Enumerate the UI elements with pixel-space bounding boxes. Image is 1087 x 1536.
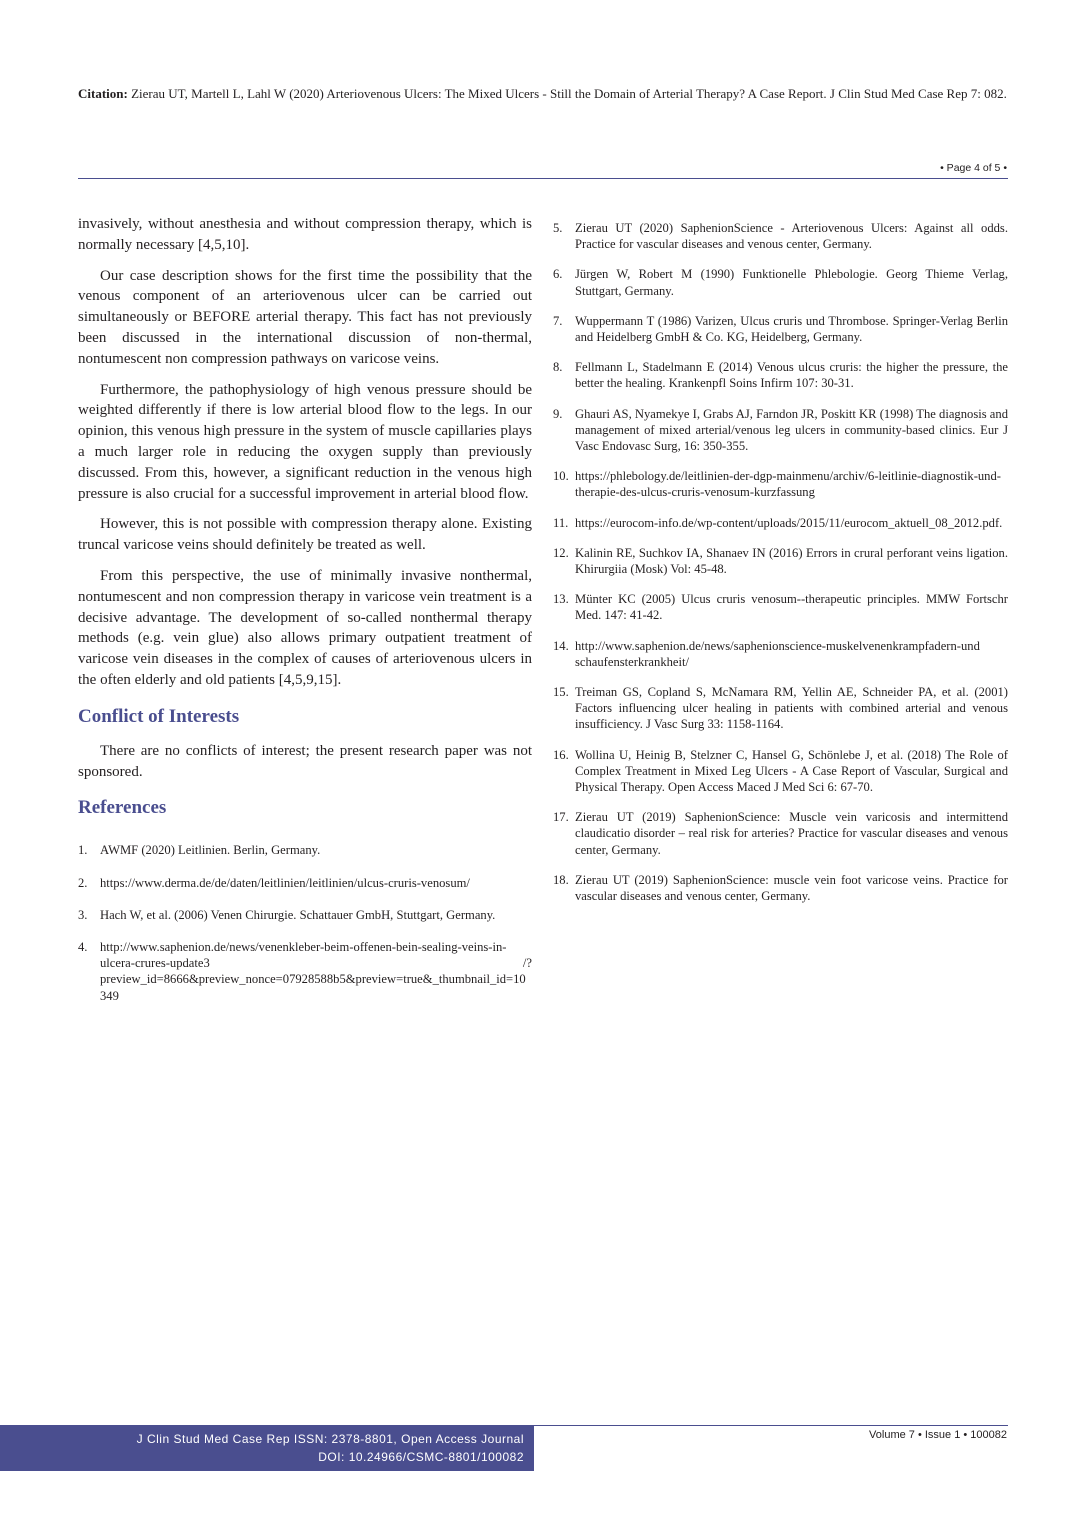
reference-item: [78, 939, 532, 1004]
reference-number: 8.: [553, 360, 563, 375]
reference-text: Zierau UT (2019) SaphenionScience: Muscle vein varicosis and intermittend claudicatio disorder – real risk for arteries? Practice for vascular diseases and venous center, Germany.: [575, 810, 1008, 857]
reference-text: Kalinin RE, Suchkov IA, Shanaev IN (2016) Errors in crural perforant veins ligation. Khirurgiia (Mosk) Vol: 45-48.: [575, 545, 1008, 577]
reference-item: [553, 266, 1008, 298]
reference-list: [553, 220, 1008, 904]
header-divider: [78, 178, 1008, 179]
reference-number: 2.: [78, 875, 88, 890]
reference-text: Zierau UT (2019) SaphenionScience: muscle vein foot varicose veins. Practice for vascular diseases and venous center, Germany.: [575, 872, 1008, 904]
reference-text: Wuppermann T (1986) Varizen, Ulcus cruris und Thrombose. Springer-Verlag Berlin and Heidelberg GmbH & Co. KG, Heidelberg, Germany.: [575, 313, 1008, 345]
reference-number: 9.: [553, 406, 563, 421]
reference-number: 12.: [553, 545, 569, 560]
reference-link[interactable]: http://www.saphenion.de/news/saphenionscience-muskelvenenkrampfadern-und schaufensterkrankheit/: [575, 638, 980, 669]
conflict-text: There are no conflicts of interest; the present research paper was not sponsored.: [78, 742, 532, 780]
footer-doi-line: DOI: 10.24966/CSMC-8801/100082: [318, 1450, 524, 1464]
left-column: [78, 214, 532, 1020]
conflict-heading: Conflict of Interests: [78, 705, 240, 727]
right-column: [553, 220, 1008, 918]
reference-item: [553, 220, 1008, 252]
reference-text: AWMF (2020) Leitlinien. Berlin, Germany.: [100, 843, 321, 858]
reference-number: 18.: [553, 872, 569, 887]
reference-number: 17.: [553, 810, 569, 825]
reference-item: [553, 591, 1008, 623]
body-paragraph: Our case description shows for the first time the possibility that the venous component of an arteriovenous ulcer can be carried out simultaneously or BEFORE arterial therapy. This fact has not previously been discussed in the international discussion of non-thermal, nontumescent non compression pathways on varicose veins.: [78, 267, 532, 367]
reference-item: [553, 638, 1008, 670]
reference-text: Wollina U, Heinig B, Stelzner C, Hansel G, Schönlebe J, et al. (2018) The Role of Complex Treatment in Mixed Leg Ulcers - A Case Report of Vascular, Surgical and Physical Therapy. Open Access Maced J Med Sci 6: 67-70.: [575, 747, 1008, 795]
reference-item: [553, 545, 1008, 577]
body-paragraph: invasively, without anesthesia and without compression therapy, which is normally necessary [4,5,10].: [78, 216, 532, 253]
footer-volume: Volume 7 • Issue 1 • 100082: [869, 1429, 1007, 1441]
reference-item: [553, 359, 1008, 391]
reference-link[interactable]: https://eurocom-info.de/wp-content/uploads/2015/11/eurocom_aktuell_08_2012.pdf.: [575, 515, 1003, 530]
citation-text: Zierau UT, Martell L, Lahl W (2020) Arteriovenous Ulcers: The Mixed Ulcers - Still the Domain of Arterial Therapy? A Case Report. J Clin Stud Med Case Rep 7: 082.: [127, 86, 1007, 101]
body-paragraph: Furthermore, the pathophysiology of high venous pressure should be weighted differently if there is low arterial blood flow to the legs. In our opinion, this venous high pressure in the system of muscle capillaries plays a much larger role in reducing the oxygen supply than previously discussed. From this, however, a significant reduction in the venous high pressure is also crucial for a successful improvement in arterial blood flow.: [78, 381, 532, 502]
body-paragraph: From this perspective, the use of minimally invasive nonthermal, nontumescent and non compression therapy in varicose vein treatment is a decisive advantage. The development of so-called nonthermal therapy methods (e.g. vein glue) also allows primary outpatient treatment of varicose vein diseases in the complex of causes of arteriovenous ulcers in the often elderly and old patients [4,5,9,15].: [78, 567, 532, 688]
reference-text: Ghauri AS, Nyamekye I, Grabs AJ, Farndon JR, Poskitt KR (1998) The diagnosis and management of mixed arterial/venous leg ulcers in community-based clinics. Eur J Vasc Endovasc Surg, 16: 350-355.: [575, 406, 1008, 454]
reference-number: 7.: [553, 313, 563, 328]
reference-item: [553, 515, 1008, 531]
reference-link[interactable]: https://www.derma.de/de/daten/leitlinien/leitlinien/ulcus-cruris-venosum/: [100, 875, 470, 890]
reference-link[interactable]: https://phlebology.de/leitlinien-der-dgp-mainmenu/archiv/6-leitlinie-diagnostik-und-therapie-des-ulcus-cruris-venosum-kurzfassung: [575, 469, 1001, 500]
footer-journal-bar: [0, 1425, 534, 1471]
reference-item: [553, 313, 1008, 345]
page-indicator: • Page 4 of 5 •: [940, 162, 1007, 174]
body-paragraph: However, this is not possible with compression therapy alone. Existing truncal varicose veins should definitely be treated as well.: [78, 516, 532, 554]
reference-number: 13.: [553, 592, 569, 607]
reference-item: [553, 406, 1008, 455]
reference-text: Hach W, et al. (2006) Venen Chirurgie. Schattauer GmbH, Stuttgart, Germany.: [100, 907, 496, 922]
reference-number: 1.: [78, 843, 88, 858]
reference-number: 6.: [553, 267, 563, 282]
citation-label: Citation:: [78, 86, 128, 101]
reference-text: Münter KC (2005) Ulcus cruris venosum--therapeutic principles. MMW Fortschr Med. 147: 41-42.: [575, 592, 1008, 623]
reference-item: [78, 907, 532, 923]
reference-number: 11.: [553, 515, 569, 530]
reference-item: [553, 747, 1008, 796]
reference-item: [553, 872, 1008, 904]
footer-divider: [534, 1425, 1008, 1426]
reference-number: 14.: [553, 638, 569, 653]
reference-item: [78, 842, 532, 858]
reference-item: [553, 809, 1008, 858]
footer-journal-line: J Clin Stud Med Case Rep ISSN: 2378-8801, Open Access Journal: [136, 1432, 524, 1446]
reference-link[interactable]: http://www.saphenion.de/news/venenkleber-beim-offenen-bein-sealing-veins-in-ulcera-crures-update3 /?preview_id=8666&preview_nonce=07928588b5&preview=true&_thumbnail_id=10349: [100, 939, 532, 1003]
references-heading: References: [78, 797, 167, 819]
reference-text: Zierau UT (2020) SaphenionScience - Arteriovenous Ulcers: Against all odds. Practice for vascular diseases and venous center, Germany.: [575, 221, 1008, 252]
reference-number: 10.: [553, 469, 569, 484]
reference-number: 16.: [553, 747, 569, 762]
reference-text: Treiman GS, Copland S, McNamara RM, Yellin AE, Schneider PA, et al. (2001) Factors influencing ulcer healing in patients with combined arterial and venous insufficiency. J Vasc Surg 33: 1158-1164.: [575, 685, 1008, 732]
reference-item: [553, 468, 1008, 500]
reference-number: 4.: [78, 939, 88, 954]
reference-number: 15.: [553, 685, 569, 700]
reference-item: [553, 684, 1008, 733]
reference-text: Fellmann L, Stadelmann E (2014) Venous ulcus cruris: the higher the pressure, the better the healing. Krankenpfl Soins Infirm 107: 30-31.: [575, 360, 1008, 391]
reference-list: [78, 842, 532, 1003]
citation-header: [78, 84, 1008, 104]
reference-number: 5.: [553, 221, 563, 235]
reference-number: 3.: [78, 907, 88, 922]
reference-text: Jürgen W, Robert M (1990) Funktionelle Phlebologie. Georg Thieme Verlag, Stuttgart, Germany.: [575, 267, 1008, 298]
reference-item: [78, 875, 532, 891]
